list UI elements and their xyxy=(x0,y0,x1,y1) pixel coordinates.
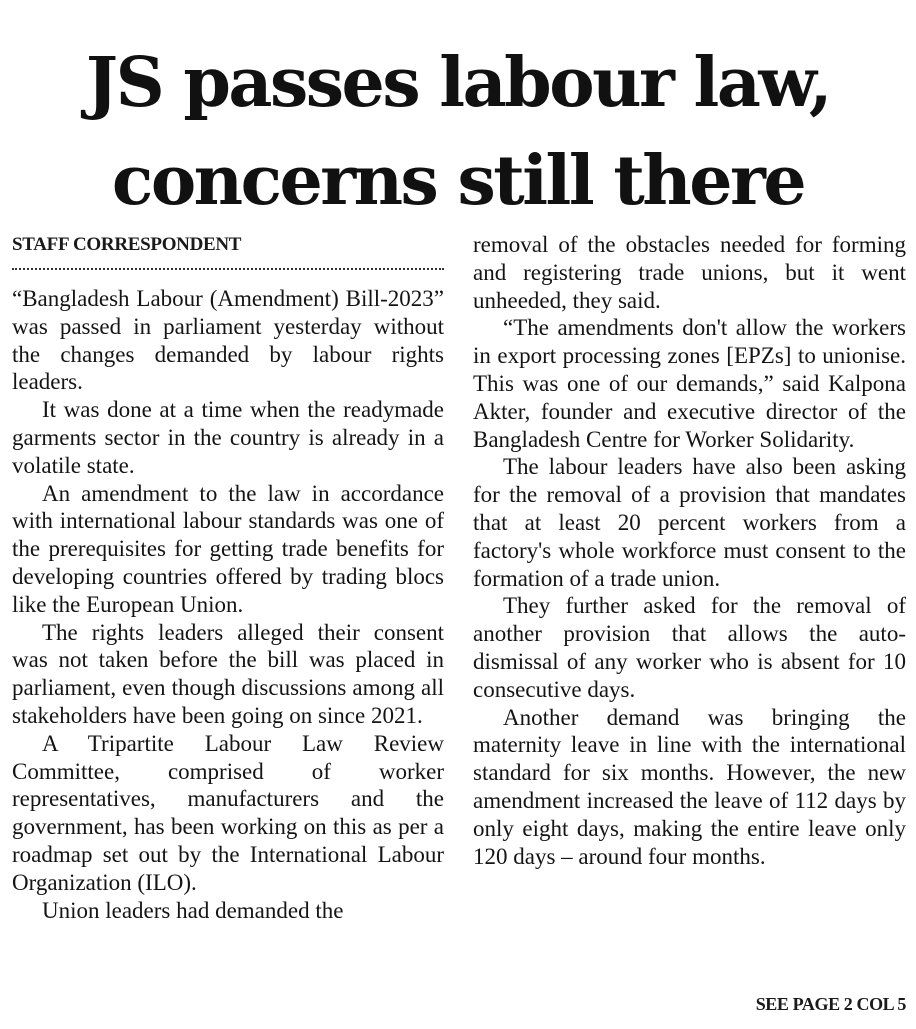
continuation-link[interactable]: SEE PAGE 2 COL 5 xyxy=(755,994,906,1014)
paragraph: The labour leaders have also been asking for the removal of a provision that mandates that at least 20 percent workers from a factory's whole workforce must consent to the formation of a trade union. xyxy=(473,454,906,591)
paragraph: Another demand was bringing the maternity leave in line with the international standard for six months. However, the new amendment increased the leave of 112 days by only eight days, making the entire leave only 120 days – around four months. xyxy=(473,704,906,869)
paragraph: An amendment to the law in accordance with international labour standards was one of the prerequisites for getting trade benefits for developing countries offered by trading blocs like the European Union. xyxy=(12,480,444,617)
paragraph: It was done at a time when the readymade garments sector in the country is already in a volatile state. xyxy=(12,397,444,478)
paragraph: A Tripartite Labour Law Review Committee, comprised of worker representatives, manufacturers and the government, has been working on this as per a roadmap set out by the International Labour Organization (ILO). xyxy=(12,730,444,895)
paragraph: removal of the obstacles needed for forming and registering trade unions, but it went unheeded, they said. xyxy=(473,232,906,313)
paragraph: “The amendments don't allow the workers in export processing zones [EPZs] to unionise. This was one of our demands,” said Kalpona Akter, founder and executive director of the Bangladesh Centre for Worker Solidarity. xyxy=(473,315,906,452)
paragraph: “Bangladesh Labour (Amendment) Bill-2023” was passed in parliament yesterday without the changes demanded by labour rights leaders. xyxy=(12,286,444,395)
headline xyxy=(0,34,916,230)
article-column-right xyxy=(473,231,906,991)
paragraph: They further asked for the removal of another provision that allows the auto-dismissal of any worker who is absent for 10 consecutive days. xyxy=(473,593,906,702)
byline: STAFF CORRESPONDENT xyxy=(12,234,242,255)
article-column-left xyxy=(12,285,444,1015)
headline-line-1: JS passes labour law, xyxy=(85,43,831,123)
paragraph: Union leaders had demanded the xyxy=(42,897,344,923)
headline-line-2: concerns still there xyxy=(111,141,805,221)
byline-divider xyxy=(12,268,444,270)
paragraph: The rights leaders alleged their consent was not taken before the bill was placed in parliament, even though discussions among all stakeholders have been going on since 2021. xyxy=(12,619,444,728)
